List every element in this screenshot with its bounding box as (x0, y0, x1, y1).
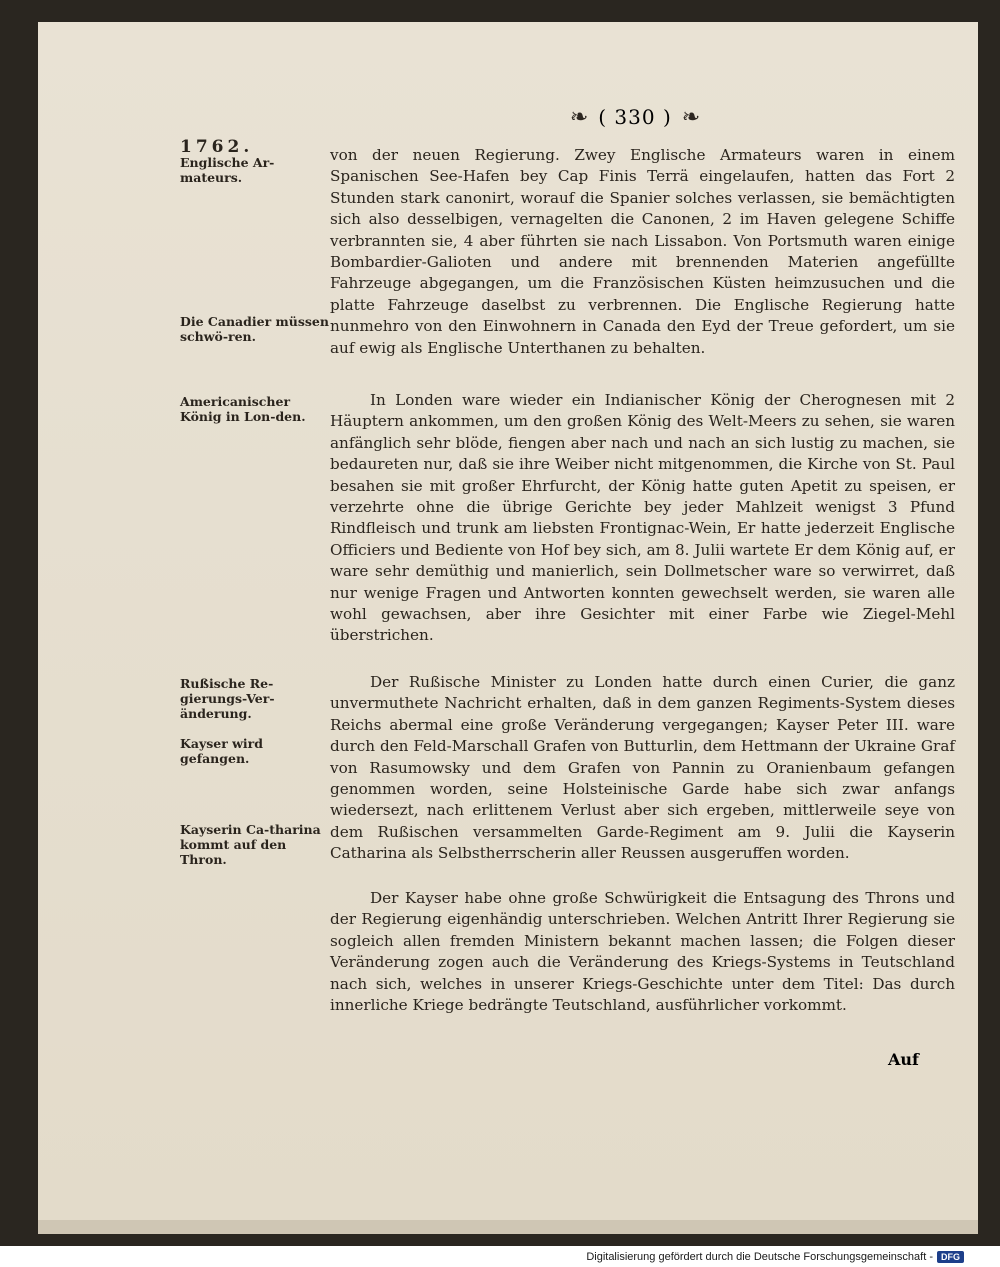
page-header (520, 100, 750, 134)
margin-note-text: Americanischer König in Lon-den. (180, 394, 306, 424)
margin-note-russische-regierung (180, 676, 330, 721)
margin-note-armateurs (180, 137, 330, 185)
paragraph-3 (330, 672, 955, 865)
footer (586, 1248, 964, 1266)
footer-text: Digitalisierung gefördert durch die Deutsche Forschungsgemeinschaft - (586, 1251, 933, 1263)
paragraph-4 (330, 888, 955, 1016)
margin-note-text: Englische Ar-mateurs. (180, 155, 275, 185)
year-label: 1762. (180, 137, 254, 157)
paragraph-text: In Londen ware wieder ein Indianischer König der Cherognesen mit 2 Häuptern ankommen, um den großen König des Welt-Meers zu sehen, sie waren anfänglich sehr blöde, fiengen aber nach und nach an sich lustig zu machen, sie bedaureten nur, daß sie ihre Weiber nicht mitgenommen, die Kirche von St. Paul besahen sie mit großer Ehrfurcht, der König hatte guten Apetit zu speisen, er verzehrte ohne die übrige Gerichte bey jeder Mahlzeit wenigst 3 Pfund Rindfleisch und trunk am liebsten Frontignac-Wein, Er hatte jederzeit Englische Officiers und Bediente von Hof bey sich, am 8. Julii wartete Er dem König auf, er ware sehr demüthig und manierlich, sein Dollmetscher ware so verwirret, daß nur wenige Fragen und Antworten konnten gewechselt werden, sie waren alle wohl gewachsen, aber ihre Gesichter mit einer Farbe wie Ziegel-Mehl überstrichen. (330, 391, 955, 645)
margin-note-text: Die Canadier müssen schwö-ren. (180, 314, 329, 344)
page-edge (38, 1220, 978, 1234)
paragraph-text: Der Kayser habe ohne große Schwürigkeit die Entsagung des Throns und der Regierung eigenhändig unterschrieben. Welchen Antritt Ihrer Regierung sie sogleich allen fremden Ministern bekannt machen lassen; die Folgen dieser Veränderung zogen auch die Veränderung des Kriegs-Systems in Teutschland nach sich, welches in unserer Kriegs-Geschichte unter dem Titel: Das durch innerliche Kriege bedrängte Teutschland, ausführlicher vorkommt. (330, 889, 955, 1015)
ornament-right-icon: ❧ (681, 104, 701, 130)
catchword: Auf (888, 1050, 919, 1069)
margin-note-kayserin-catharina (180, 822, 330, 867)
dfg-logo: DFG (937, 1251, 964, 1263)
margin-note-text: Rußische Re-gierungs-Ver-änderung. (180, 676, 275, 721)
margin-note-text: Kayser wird gefangen. (180, 736, 263, 766)
paragraph-text: von der neuen Regierung. Zwey Englische Armateurs waren in einem Spanischen See-Hafen bey Cap Finis Terrä eingelaufen, hatten das Fort 2 Stunden stark canonirt, worauf die Spanier solches verlassen, sie bemächtigten sich also desselbigen, vernagelten die Canonen, 2 im Haven gelegene Schiffe verbrannten sie, 4 aber führten sie nach Lissabon. Von Portsmuth waren einige Bombardier-Galioten und andere mit brennenden Materien angefüllte Fahrzeuge abgegangen, um die Französischen Küsten heimzusuchen und die platte Fahrzeuge daselbst zu verbrennen. Die Englische Regierung hatte nunmehro von den Einwohnern in Canada den Eyd der Treue gefordert, um sie auf ewig als Englische Unterthanen zu behalten. (330, 146, 955, 357)
margin-note-canadier (180, 314, 330, 344)
paragraph-2 (330, 390, 955, 647)
paragraph-1 (330, 145, 955, 359)
margin-note-text: Kayserin Ca-tharina kommt auf den Thron. (180, 822, 321, 867)
ornament-left-icon: ❧ (569, 104, 589, 130)
paragraph-text: Der Rußische Minister zu Londen hatte durch einen Curier, die ganz unvermuthete Nachricht erhalten, daß in dem ganzen Regiments-System dieses Reichs abermal eine große Veränderung vergegangen; Kayser Peter III. ware durch den Feld-Marschall Grafen von Butturlin, dem Hettmann der Ukraine Graf von Rasumowsky und dem Grafen von Pannin zu Oranienbaum gefangen genommen worden, seine Holsteinische Garde habe sich zwar anfangs wiedersezt, nach erlittenem Verlust aber sich ergeben, mittlerweile seye von dem Rußischen versammelten Garde-Regiment am 9. Julii die Kayserin Catharina als Selbstherrscherin aller Reussen ausgeruffen worden. (330, 673, 955, 863)
margin-note-kayser-gefangen (180, 736, 330, 766)
page-number: ( 330 ) (598, 105, 672, 129)
margin-note-americanischer-koenig (180, 394, 330, 424)
